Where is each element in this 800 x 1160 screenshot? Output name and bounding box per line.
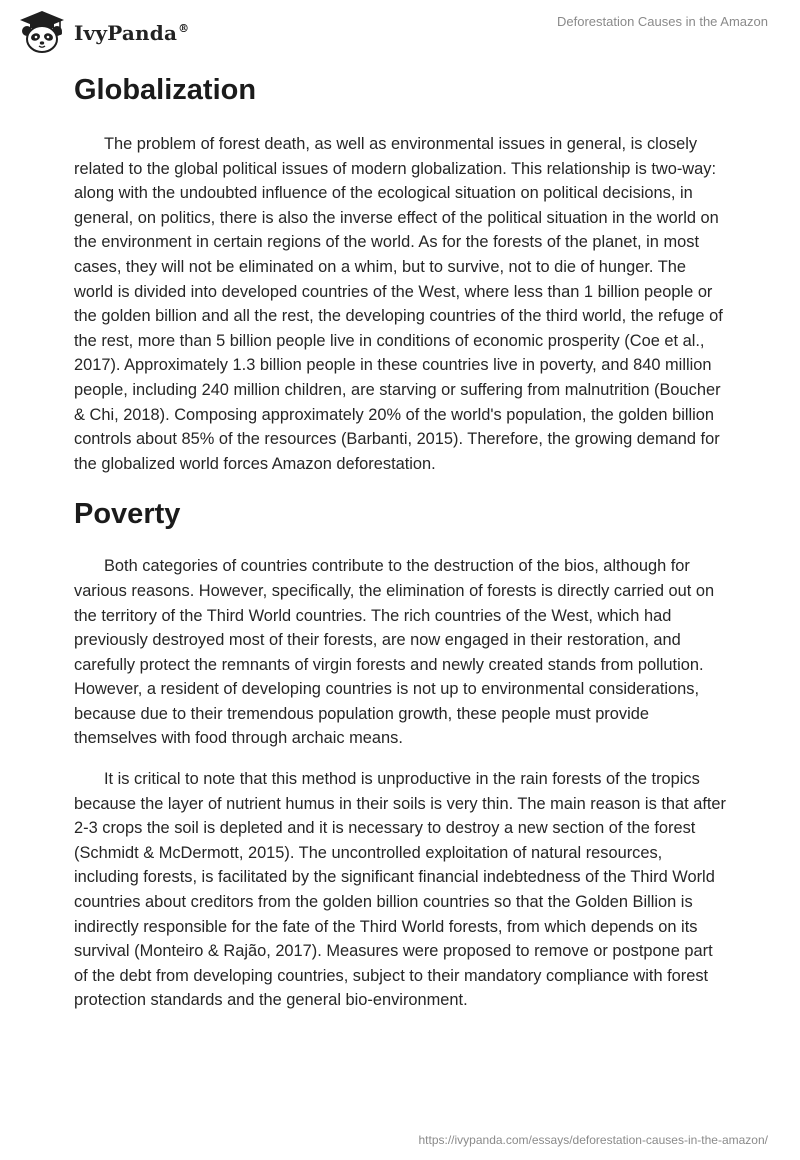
brand-logo[interactable]: [16, 8, 189, 54]
page-header: [0, 0, 800, 60]
paragraph-poverty-2: It is critical to note that this method is unproductive in the rain forests of the tropics because the layer of nutrient humus in their soils is very thin. The main reason is that after 2-3 crops the soil is depleted and it is necessary to destroy a new section of the forest (Schmidt & McDermott, 2015). The uncontrolled exploitation of natural resources, including forests, is facilitated by the significant financial indebtedness of the Third World countries about creditors from the golden billion countries so that the Golden Billion is indirectly responsible for the fate of the Third World forests, from which depends on its survival (Monteiro & Rajão, 2017). Measures were proposed to remove or postpone part of the debt from developing countries, subject to their mandatory compliance with forest protection standards and the general bio-environment.: [74, 770, 727, 1010]
paragraph-poverty-1: Both categories of countries contribute to the destruction of the bios, although for various reasons. However, specifically, the elimination of forests is directly carried out on the territory of the Third World countries. The rich countries of the West, which had previously destroyed most of their forests, are now engaged in their restoration, and carefully protect the remnants of virgin forests and newly created stands from pollution. However, a resident of developing countries is not up to environmental considerations, because due to their tremendous population growth, these people must provide themselves with food through archaic means.: [74, 557, 715, 748]
panda-graduate-icon: [16, 8, 68, 54]
essay-content: [74, 68, 726, 1013]
source-url[interactable]: https://ivypanda.com/essays/deforestation-causes-in-the-amazon/: [418, 1133, 768, 1147]
section-heading-globalization: Globalization: [74, 74, 257, 106]
brand-name: IvyPanda®: [74, 21, 190, 45]
section-heading-poverty: Poverty: [74, 498, 181, 531]
document-title: Deforestation Causes in the Amazon: [556, 14, 768, 29]
paragraph-globalization-1: The problem of forest death, as well as environmental issues in general, is closely related to the global political issues of modern globalization. This relationship is two-way: along with the undoubted influence of the ecological situation on political decisions, in general, on politics, there is also the inverse effect of the political situation in the world on the environment in certain regions of the world. As for the forests of the planet, in most cases, they will not be eliminated on a whim, but to survive, not to die of hunger. The world is divided into developed countries of the West, where less than 1 billion people or the golden billion and all the rest, the developing countries of the third world, the refuge of the rest, more than 5 billion people live in conditions of economic prosperity (Coe et al., 2017). Approximately 1.3 billion people in these countries live in poverty, and 840 million people, including 240 million children, are starving or suffering from malnutrition (Boucher & Chi, 2018). Composing approximately 20% of the world's population, the golden billion controls about 85% of the resources (Barbanti, 2015). Therefore, the growing demand for the globalized world forces Amazon deforestation.: [74, 135, 723, 473]
